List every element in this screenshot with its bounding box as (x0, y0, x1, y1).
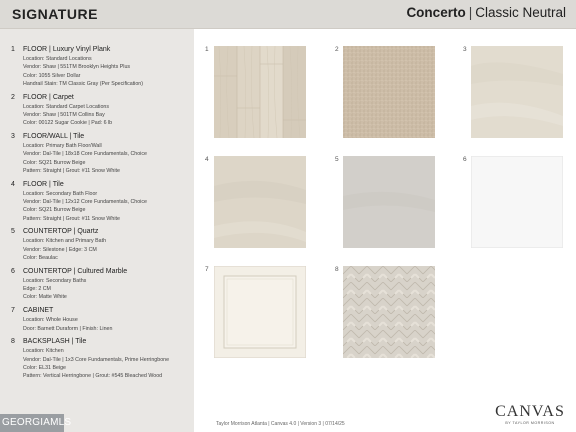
wood-plank-swatch (214, 46, 306, 138)
spec-detail: Vendor: Silestone | Edge: 3 CM (23, 246, 97, 253)
swatch-number: 3 (463, 46, 467, 53)
spec-number: 7 (11, 307, 15, 315)
swatch-number: 6 (463, 156, 467, 163)
spec-detail: Pattern: Straight | Grout: #11 Snow White (23, 215, 120, 222)
spec-item (11, 132, 193, 175)
spec-number: 6 (11, 267, 15, 275)
spec-item (11, 306, 193, 333)
spec-number: 3 (11, 133, 15, 141)
swatch-number: 1 (205, 46, 209, 53)
spec-detail: Color: 1055 Silver Dollar (23, 72, 81, 79)
spec-title: COUNTERTOP | Cultured Marble (23, 267, 128, 275)
spec-detail: Color: SQ21 Burrow Beige (23, 159, 86, 166)
spec-title: COUNTERTOP | Quartz (23, 228, 99, 236)
spec-number: 2 (11, 93, 15, 101)
stone-tile-swatch (471, 46, 563, 138)
quartz-swatch (343, 156, 435, 248)
collection-name: Concerto (406, 5, 466, 20)
spec-detail: Pattern: Vertical Herringbone | Grout: #545 Bleached Wood (23, 373, 163, 380)
spec-list (11, 45, 193, 385)
spec-item (11, 267, 193, 302)
spec-item (11, 180, 193, 223)
spec-detail: Pattern: Straight | Grout: #11 Snow White (23, 167, 120, 174)
spec-detail: Color: EL31 Beige (23, 364, 66, 371)
collection-title (406, 5, 566, 20)
canvas-logo-word: CANVAS (495, 403, 565, 420)
spec-detail: Location: Standard Carpet Locations (23, 103, 109, 110)
spec-detail: Edge: 2 CM (23, 286, 51, 293)
canvas-logo (494, 404, 566, 426)
spec-detail: Vendor: Dal-Tile | 1x3 Core Fundamentals, Prime Herringbone (23, 356, 170, 363)
swatch-number: 7 (205, 266, 209, 273)
title-separator: | (468, 5, 473, 20)
spec-detail: Vendor: Shaw | 501TM Collins Bay (23, 111, 105, 118)
georgia-mls-logo: GEORGIAMLS (0, 414, 64, 432)
spec-title: FLOOR | Luxury Vinyl Plank (23, 46, 111, 53)
spec-detail: Location: Whole House (23, 317, 78, 324)
swatch-number: 8 (335, 266, 339, 273)
spec-detail: Handrail Stain: TM Classic Gray (Per Specification) (23, 80, 144, 87)
header-bar (0, 0, 576, 29)
cabinet-door-swatch (214, 266, 306, 358)
swatch-number: 2 (335, 46, 339, 53)
spec-detail: Location: Standard Locations (23, 56, 92, 62)
spec-detail: Location: Secondary Baths (23, 277, 87, 284)
matte-white-swatch (471, 156, 563, 248)
collection-style: Classic Neutral (475, 5, 566, 20)
spec-detail: Color: 00122 Sugar Cookie | Pad: 6 lb (23, 120, 113, 127)
spec-number: 5 (11, 228, 15, 236)
spec-number: 1 (11, 46, 15, 53)
spec-title: CABINET (23, 307, 54, 315)
spec-detail: Location: Kitchen (23, 348, 64, 355)
spec-sidebar (0, 29, 194, 432)
spec-item (11, 45, 193, 88)
spec-detail: Color: Beaulac (23, 255, 58, 262)
spec-detail: Color: SQ21 Burrow Beige (23, 207, 86, 214)
spec-number: 8 (11, 338, 15, 346)
spec-number: 4 (11, 180, 15, 188)
swatch-number: 5 (335, 156, 339, 163)
swatch-number: 4 (205, 156, 209, 163)
spec-detail: Location: Secondary Bath Floor (23, 190, 98, 197)
spec-detail: Vendor: Dal-Tile | 12x12 Core Fundamentals, Choice (23, 199, 147, 206)
brand-title: SIGNATURE (12, 6, 98, 22)
stone-tile-swatch (214, 156, 306, 248)
spec-detail: Color: Matte White (23, 294, 67, 301)
spec-item (11, 93, 193, 128)
spec-item (11, 227, 193, 262)
spec-detail: Door: Barnett Duraform | Finish: Linen (23, 325, 113, 332)
spec-detail: Location: Primary Bath Floor/Wall (23, 143, 102, 150)
spec-title: FLOOR/WALL | Tile (23, 133, 85, 141)
spec-detail: Location: Kitchen and Primary Bath (23, 238, 107, 245)
spec-detail: Vendor: Shaw | 551TM Brooklyn Heights Plus (23, 64, 131, 71)
spec-detail: Vendor: Dal-Tile | 18x18 Core Fundamentals, Choice (23, 151, 147, 158)
carpet-swatch (343, 46, 435, 138)
spec-title: FLOOR | Carpet (23, 93, 74, 101)
spec-title: BACKSPLASH | Tile (23, 338, 87, 346)
canvas-logo-sub: BY TAYLOR MORRISON (505, 421, 555, 425)
herringbone-swatch (343, 266, 435, 358)
spec-item (11, 337, 193, 380)
spec-title: FLOOR | Tile (23, 180, 64, 188)
footer-info: Taylor Morrison Atlanta | Canvas 4.0 | Version 3 | 07/14/25 (216, 421, 345, 427)
